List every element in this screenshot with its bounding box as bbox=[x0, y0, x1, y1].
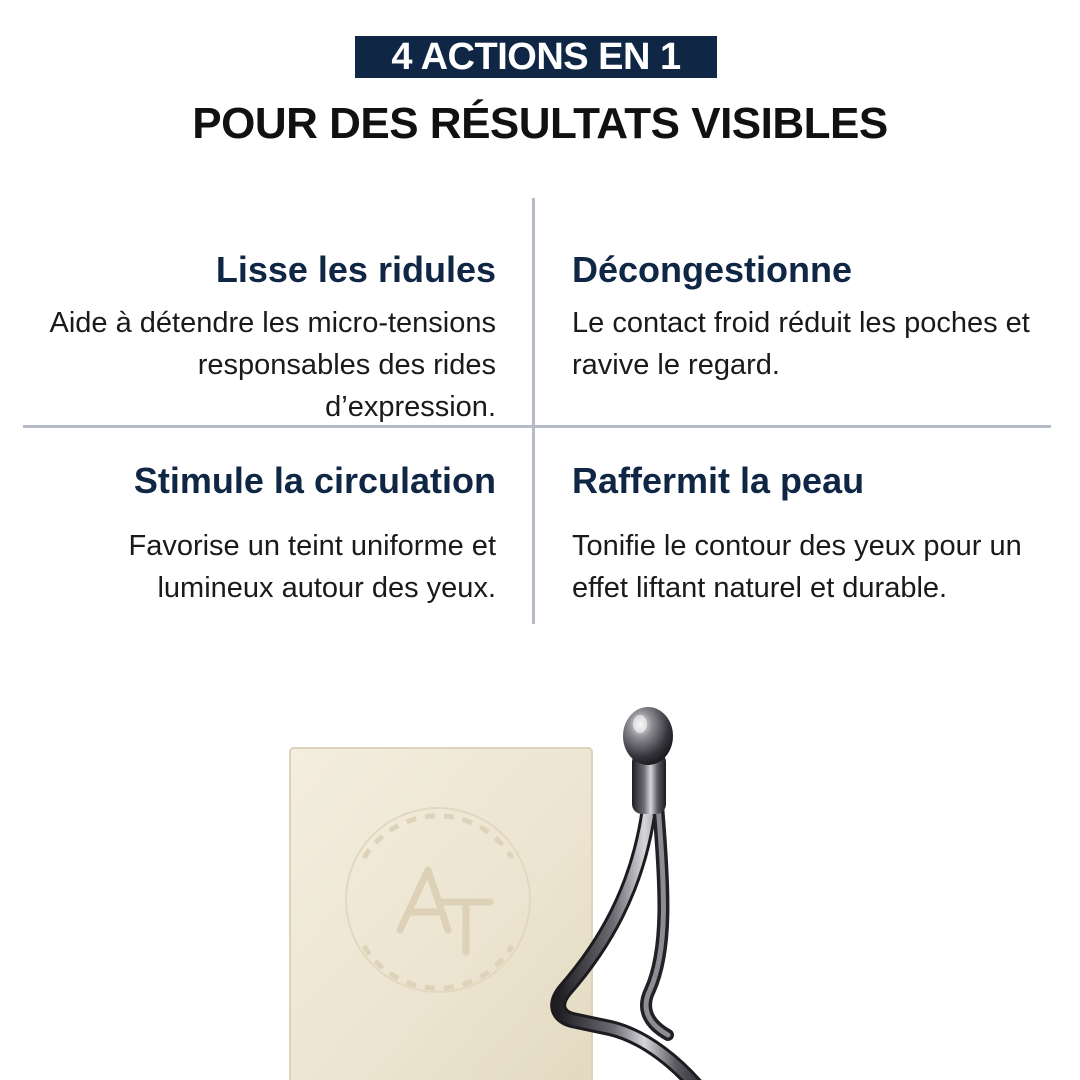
benefit-title: Décongestionne bbox=[572, 249, 853, 290]
benefit-circulation bbox=[36, 459, 496, 609]
benefit-firm-skin bbox=[572, 459, 1032, 609]
headline-title: POUR DES RÉSULTATS VISIBLES bbox=[192, 99, 888, 148]
benefit-title: Lisse les ridules bbox=[215, 249, 496, 290]
benefit-decongest bbox=[572, 248, 1032, 386]
benefit-smooth-lines bbox=[36, 248, 496, 428]
benefit-description: Le contact froid réduit les poches et ravive le regard. bbox=[572, 307, 1030, 381]
benefit-description: Tonifie le contour des yeux pour un effet liftant naturel et durable. bbox=[572, 530, 1022, 604]
benefit-description: Favorise un teint uniforme et lumineux autour des yeux. bbox=[128, 530, 496, 604]
headline-badge: 4 ACTIONS EN 1 bbox=[355, 36, 717, 78]
soap-bar bbox=[290, 748, 592, 1080]
product-image bbox=[0, 690, 1080, 1080]
benefit-description: Aide à détendre les micro-tensions responsables des rides d’expression. bbox=[49, 307, 496, 423]
benefit-title: Stimule la circulation bbox=[133, 460, 496, 501]
benefit-title: Raffermit la peau bbox=[572, 460, 865, 501]
grid-divider-vertical bbox=[532, 198, 535, 624]
